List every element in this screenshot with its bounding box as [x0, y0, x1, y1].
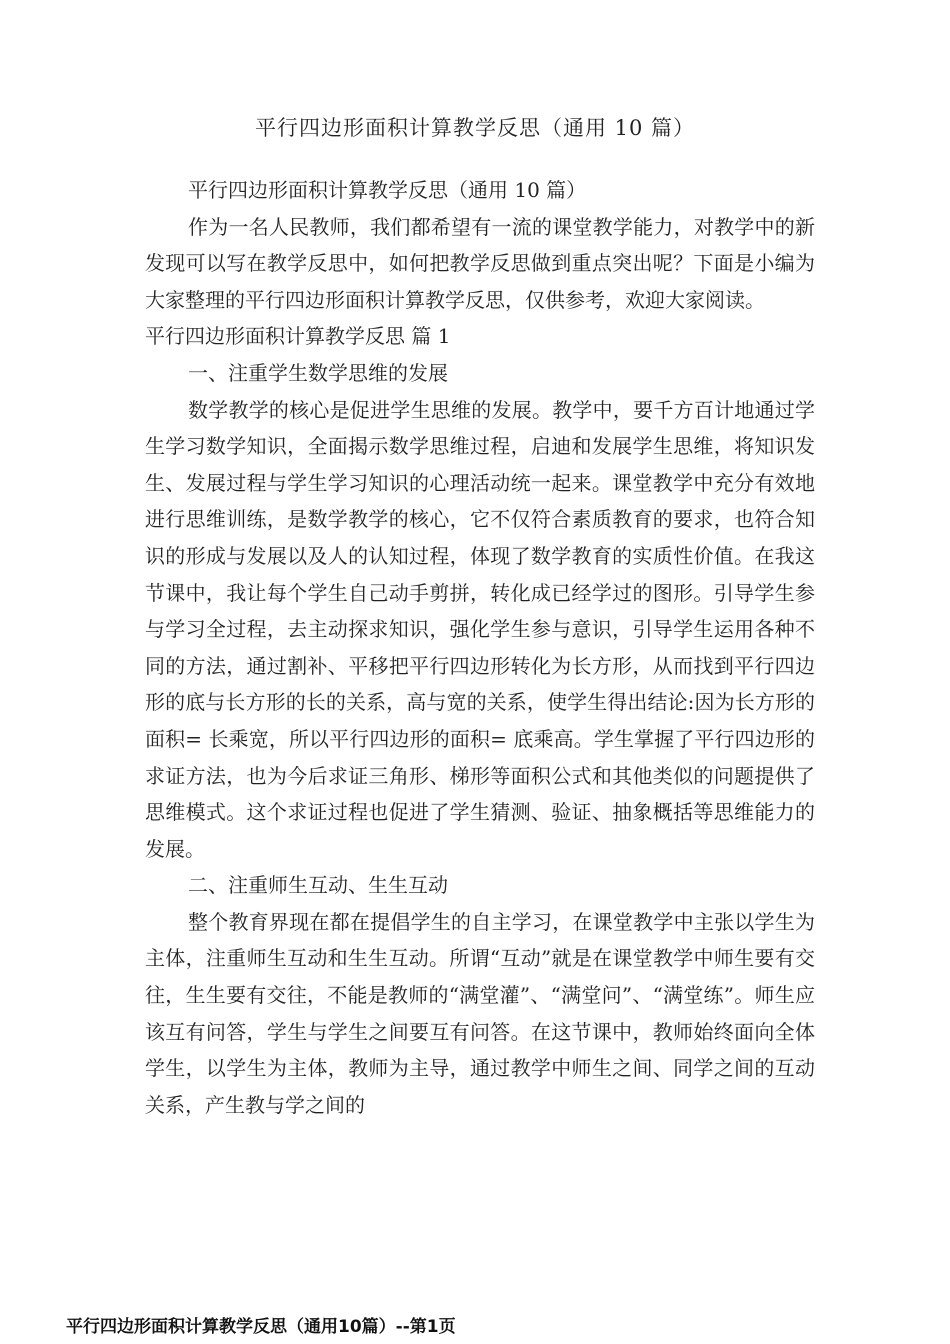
point1-heading: 一、注重学生数学思维的发展	[188, 360, 448, 385]
section-heading: 平行四边形面积计算教学反思 篇 1	[145, 324, 451, 349]
document-subtitle: 平行四边形面积计算教学反思（通用 10 篇）	[188, 178, 587, 202]
document-title: 平行四边形面积计算教学反思（通用 10 篇）	[254, 116, 696, 140]
document-body	[145, 172, 815, 1123]
page-footer: 平行四边形面积计算教学反思（通用10篇）--第1页	[66, 1317, 456, 1337]
point2-heading: 二、注重师生互动、生生互动	[188, 873, 448, 898]
point1-paragraph: 数学教学的核心是促进学生思维的发展。教学中，要千方百计地通过学生学习数学知识，全面揭示数学思维过程，启迪和发展学生思维，将知识发生、发展过程与学生学习知识的心理活动统一起来。课堂教学中充分有效地进行思维训练，是数学教学的核心，它不仅符合素质教育的要求，也符合知识的形成与发展以及人的认知过程，体现了数学教育的实质性价值。在我这节课中，我让每个学生自己动手剪拼，转化成已经学过的图形。引导学生参与学习全过程，去主动探求知识，强化学生参与意识，引导学生运用各种不同的方法，通过割补、平移把平行四边形转化为长方形，从而找到平行四边形的底与长方形的长的关系，高与宽的关系，使学生得出结论:因为长方形的面积= 长乘宽，所以平行四边形的面积= 底乘高。学生掌握了平行四边形的求证方法，也为今后求证三角形、梯形等面积公式和其他类似的问题提供了思维模式。这个求证过程也促进了学生猜测、验证、抽象概括等思维能力的发展。	[145, 397, 815, 861]
point2-paragraph: 整个教育界现在都在提倡学生的自主学习，在课堂教学中主张以学生为主体，注重师生互动和生生互动。所谓“互动”就是在课堂教学中师生要有交往，生生要有交往，不能是教师的“满堂灌”、“满堂问”、“满堂练”。师生应该互有问答，学生与学生之间要互有问答。在这节课中，教师始终面向全体学生，以学生为主体，教师为主导，通过教学中师生之间、同学之间的互动关系，产生教与学之间的	[145, 909, 815, 1117]
intro-paragraph: 作为一名人民教师，我们都希望有一流的课堂教学能力，对教学中的新发现可以写在教学反思中，如何把教学反思做到重点突出呢？下面是小编为大家整理的平行四边形面积计算教学反思，仅供参考，欢迎大家阅读。	[145, 214, 815, 312]
